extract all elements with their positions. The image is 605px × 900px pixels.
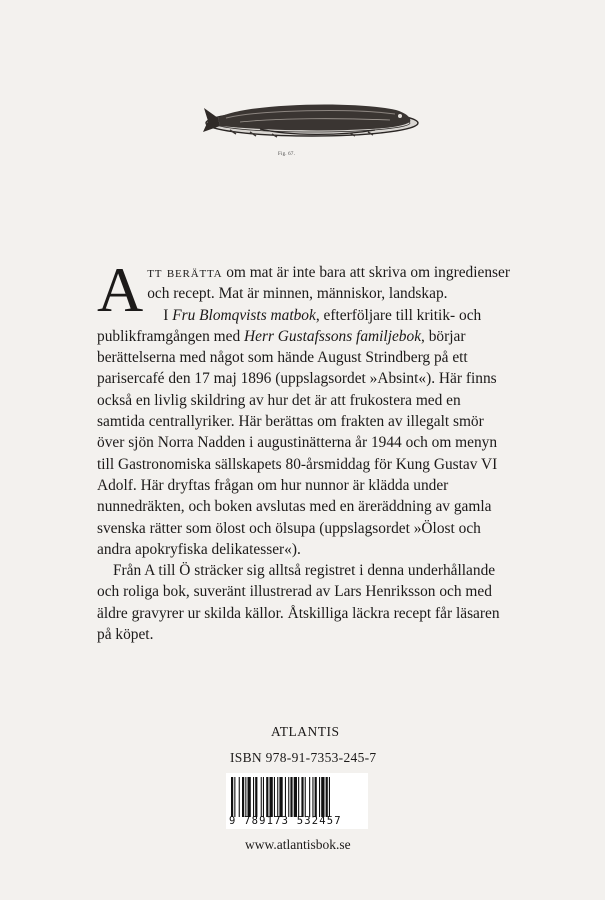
publisher-name: ATLANTIS [271,724,340,739]
barcode-bar [245,777,246,817]
fish-illustration [200,96,420,166]
barcode-bar [242,777,244,817]
paragraph-1-rest: om mat är inte bara att skriva om ingredienser och recept. Mat är minnen, människor, landskap. [147,264,510,303]
barcode-bar [263,777,264,817]
barcode-bar [326,777,328,817]
barcode-bar [239,777,240,817]
barcode-bar [285,777,286,817]
barcode-bar [253,777,254,817]
barcode-digits: 9 789173 532457 [229,815,342,827]
barcode [226,773,368,829]
barcode-bar [290,777,292,817]
barcode-bar [288,777,289,817]
paragraph-2-rest: , börjar berättelserna med något som hände August Strindberg på ett parisercafé den 17 maj 1896 (uppslagsordet »Absint«). Här finns också en livlig skildring av hur det är att frukostera med en samtida centrallyriker. Här berättas om frakten av illegalt smör över sjön Norra Nadden i augustinätterna år 1944 och om menyn till Gastronomiska sällskapets 80-årsmiddag för Kung Gustav VI Adolf. Här dryftas frågan om hur nunnor är klädda under nunnedräkten, och boken avslutas med en äreräddning av gamla svenska rätter som ölost och ölsupa (uppslagsordet »Ölost och andra apokryfiska delikatesser«). [97,327,498,558]
barcode-bar [270,777,273,817]
blurb-paragraph-2 [97,305,512,561]
blurb-text [97,254,512,645]
barcode-bar [319,777,320,817]
paragraph-2-mid: , efterföljare till kritik- och publikframgången med [97,306,482,345]
barcode-bar [274,777,275,817]
drop-cap: A [97,254,144,325]
barcode-bar [277,777,278,817]
title-fru-blomqvist: Fru Blomqvists matbok [172,306,316,324]
barcode-bar [321,777,324,817]
barcode-bar [309,777,310,817]
barcode-bar [301,777,303,817]
paragraph-2-intro: I [163,306,173,324]
barcode-bar [305,777,306,817]
barcode-bar [294,777,297,817]
lead-smallcaps: tt berätta [147,264,223,281]
barcode-bar [261,777,262,817]
barcode-bar [312,777,313,817]
barcode-bar [266,777,268,817]
barcode-bar [248,777,251,817]
barcode-bar [231,777,233,817]
blurb-paragraph-3: Från A till Ö sträcker sig alltså registret i denna underhållande och roliga bok, suveränt illustrerad av Lars Henriksson och med äldre gravyrer ur skilda källor. Åtskilliga läckra recept får läsaren på köpet. [97,562,500,644]
barcode-bar [255,777,257,817]
barcode-bar [315,777,317,817]
barcode-bar [329,777,330,817]
barcode-bar [279,777,282,817]
isbn-number: ISBN 978-91-7353-245-7 [230,750,377,765]
barcode-bars [231,777,363,817]
figure-caption: Fig. 67. [278,152,296,157]
barcode-bar [234,777,235,817]
barcode-bar [298,777,299,817]
publisher-website: www.atlantisbok.se [245,837,351,852]
title-herr-gustafsson: Herr Gustafssons familjebok [244,327,422,345]
